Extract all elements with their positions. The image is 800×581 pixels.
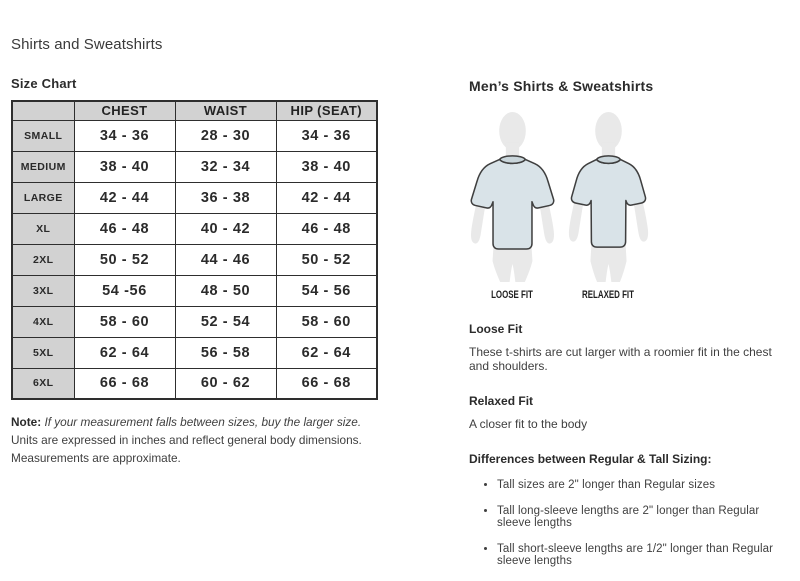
size-chart-row [12,275,377,306]
chest-cell: 54 -56 [74,275,175,306]
waist-cell: 48 - 50 [175,275,276,306]
note-body-text: Units are expressed in inches and reflect general body dimensions. Measurements are approximate. [11,433,362,465]
hip-cell: 54 - 56 [276,275,377,306]
relaxed-fit-figure [562,111,654,282]
column-header-hip: HIP (SEAT) [276,101,377,120]
fit-figure-labels [466,289,789,301]
size-label-cell: LARGE [12,182,74,213]
size-label-cell: MEDIUM [12,151,74,182]
size-label-cell: SMALL [12,120,74,151]
loose-fit-description: These t-shirts are cut larger with a roomier fit in the chest and shoulders. [469,345,772,373]
loose-fit-label: LOOSE FIT [491,289,533,301]
hip-cell: 58 - 60 [276,306,377,337]
chest-cell: 66 - 68 [74,368,175,399]
size-label-cell: 3XL [12,275,74,306]
chest-cell: 42 - 44 [74,182,175,213]
waist-cell: 32 - 34 [175,151,276,182]
tall-sizing-bullet: • Tall sizes are 2" longer than Regular sizes [497,479,789,491]
waist-cell: 28 - 30 [175,120,276,151]
chest-cell: 46 - 48 [74,213,175,244]
hip-cell: 50 - 52 [276,244,377,275]
relaxed-fit-heading: Relaxed Fit [469,394,534,408]
size-chart-table [11,100,378,400]
chest-cell: 62 - 64 [74,337,175,368]
size-chart-row [12,337,377,368]
size-chart-row [12,151,377,182]
page-title: Shirts and Sweatshirts [11,36,163,53]
size-chart-section [11,76,389,467]
column-header-waist: WAIST [175,101,276,120]
waist-cell: 52 - 54 [175,306,276,337]
fit-figures [466,111,789,282]
size-chart-heading: Size Chart [11,76,77,91]
tall-sizing-list [497,479,789,567]
size-label-cell: 4XL [12,306,74,337]
loose-fit-figure [466,111,558,282]
hip-cell: 34 - 36 [276,120,377,151]
chest-cell: 58 - 60 [74,306,175,337]
loose-fit-tshirt-icon [465,111,560,282]
waist-cell: 44 - 46 [175,244,276,275]
size-chart-note [11,413,385,467]
column-header-chest: CHEST [74,101,175,120]
size-chart-row [12,368,377,399]
chest-cell: 50 - 52 [74,244,175,275]
size-label-cell: XL [12,213,74,244]
chest-cell: 38 - 40 [74,151,175,182]
waist-cell: 40 - 42 [175,213,276,244]
size-label-cell: 2XL [12,244,74,275]
relaxed-fit-tshirt-icon [561,111,656,282]
size-chart-row [12,213,377,244]
waist-cell: 56 - 58 [175,337,276,368]
corner-cell [12,101,74,120]
size-chart-row [12,120,377,151]
note-label: Note: [11,415,42,429]
mens-section-heading: Men’s Shirts & Sweatshirts [469,78,654,94]
tall-sizing-bullet: • Tall long-sleeve lengths are 2" longer than Regular sleeve lengths [497,505,789,529]
size-chart-header-row [12,101,377,120]
chest-cell: 34 - 36 [74,120,175,151]
size-label-cell: 5XL [12,337,74,368]
hip-cell: 46 - 48 [276,213,377,244]
tall-sizing-bullet: • Tall short-sleeve lengths are 1/2" longer than Regular sleeve lengths [497,543,789,567]
note-italic-text: If your measurement falls between sizes, buy the larger size. [44,415,362,429]
loose-fit-heading: Loose Fit [469,322,523,336]
mens-fits-section [469,78,789,581]
relaxed-fit-label: RELAXED FIT [582,289,634,301]
relaxed-fit-description: A closer fit to the body [469,417,588,431]
size-chart-row [12,182,377,213]
hip-cell: 62 - 64 [276,337,377,368]
size-label-cell: 6XL [12,368,74,399]
size-chart-row [12,306,377,337]
hip-cell: 42 - 44 [276,182,377,213]
hip-cell: 38 - 40 [276,151,377,182]
waist-cell: 60 - 62 [175,368,276,399]
size-chart-row [12,244,377,275]
waist-cell: 36 - 38 [175,182,276,213]
hip-cell: 66 - 68 [276,368,377,399]
tall-sizing-heading: Differences between Regular & Tall Sizing: [469,452,712,466]
